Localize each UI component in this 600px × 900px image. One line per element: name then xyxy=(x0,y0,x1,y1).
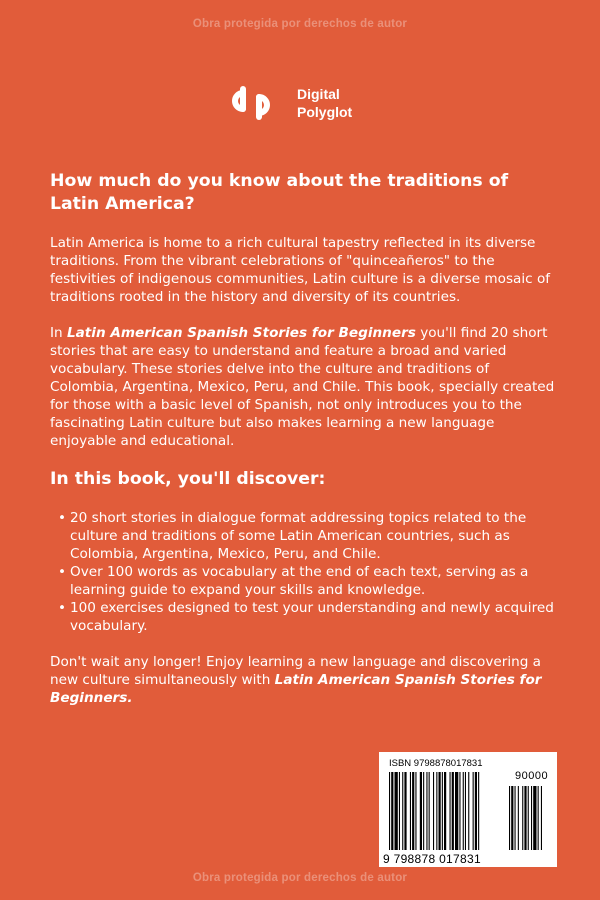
blurb xyxy=(50,170,560,725)
logo-line-2: Polyglot xyxy=(297,104,353,120)
barcode-bar xyxy=(402,772,403,850)
barcode-bar xyxy=(468,772,469,850)
logo-wordmark xyxy=(297,85,352,121)
addon-bar xyxy=(538,786,539,850)
barcode-bar xyxy=(465,772,466,850)
call-to-action xyxy=(50,653,560,707)
addon-bar xyxy=(528,786,529,850)
paragraph-2-rest: you'll find 20 short stories that are easy to understand and feature a broad and varied vocabulary. These stories delve into the culture and traditions of Colombia, Argentina, Mexico, Peru, and Chile. This book, specially created for those with a basic level of Spanish, not only introduces you to the fascinating Latin culture but also makes learning a new language enjoyable and educational. xyxy=(50,325,555,449)
barcode-bar xyxy=(433,772,434,850)
publisher-logo xyxy=(229,83,352,123)
book-title-cta: Latin American Spanish Stories for Beginners. xyxy=(50,672,542,706)
barcode-bar xyxy=(475,772,477,850)
isbn-label: ISBN 9798878017831 xyxy=(389,758,483,769)
barcode-bar xyxy=(395,772,398,850)
addon-bar xyxy=(524,786,526,850)
barcode-bar xyxy=(389,772,390,850)
watermark-bottom: Obra protegida por derechos de autor xyxy=(192,872,408,884)
addon-bar xyxy=(541,786,542,850)
logo-line-1: Digital xyxy=(297,86,340,102)
barcode-bar xyxy=(415,772,416,850)
list-item: • Over 100 words as vocabulary at the end of each text, serving as a learning guide to expand your skills and knowledge. xyxy=(70,563,560,599)
barcode-bar xyxy=(436,772,437,850)
addon-bar xyxy=(533,786,536,850)
barcode-bar xyxy=(391,772,393,850)
barcode-bar xyxy=(399,772,400,850)
blurb-paragraph-2 xyxy=(50,324,560,450)
price-code: 90000 xyxy=(515,770,549,782)
blurb-heading: How much do you know about the traditions of Latin America? xyxy=(50,171,509,214)
addon-bar xyxy=(522,786,523,850)
barcode-bar xyxy=(404,772,406,850)
isbn-barcode xyxy=(379,752,557,867)
barcode-bar xyxy=(455,772,458,850)
paragraph-2-prefix: In xyxy=(50,325,67,341)
barcode-bar xyxy=(450,772,451,850)
list-item: • 100 exercises designed to test your understanding and newly acquired vocabulary. xyxy=(70,599,560,635)
addon-bar xyxy=(518,786,519,850)
barcode-bar xyxy=(473,772,474,850)
barcode-bars xyxy=(389,772,549,852)
barcode-bar xyxy=(420,772,422,850)
barcode-bar xyxy=(452,772,454,850)
list-item: • 20 short stories in dialogue format addressing topics related to the culture and traditions of some Latin American countries, such as Colombia, Argentina, Mexico, Peru, and Chile. xyxy=(70,509,560,563)
addon-bar xyxy=(511,786,513,850)
ean-digits: 9 798878 017831 xyxy=(383,852,481,866)
barcode-bar xyxy=(426,772,427,850)
dp-monogram-icon xyxy=(229,83,289,123)
addon-bar xyxy=(515,786,516,850)
barcode-bar xyxy=(412,772,414,850)
barcode-bar xyxy=(459,772,460,850)
barcode-bar xyxy=(410,772,411,850)
addon-bar xyxy=(509,786,510,850)
barcode-bar xyxy=(463,772,464,850)
book-title-inline: Latin American Spanish Stories for Beginners xyxy=(66,325,416,341)
blurb-paragraph-1: Latin America is home to a rich cultural tapestry reflected in its diverse traditions. From the vibrant celebrations of "quinceañeros" to the festivities of indigenous communities, Latin culture is a diverse mosaic of traditions rooted in the history and diversity of its countries. xyxy=(50,235,551,305)
feature-list xyxy=(50,509,560,635)
addon-bar xyxy=(531,786,532,850)
barcode-bar xyxy=(429,772,430,850)
watermark-top: Obra protegida por derechos de autor xyxy=(192,18,408,30)
barcode-bar xyxy=(444,772,446,850)
cta-text: Don't wait any longer! Enjoy learning a new language and discovering a new culture simultaneously with xyxy=(50,654,542,688)
barcode-bar xyxy=(423,772,424,850)
barcode-bar xyxy=(439,772,441,850)
barcode-bar xyxy=(442,772,443,850)
discover-heading: In this book, you'll discover: xyxy=(50,469,326,489)
barcode-bar xyxy=(478,772,479,850)
